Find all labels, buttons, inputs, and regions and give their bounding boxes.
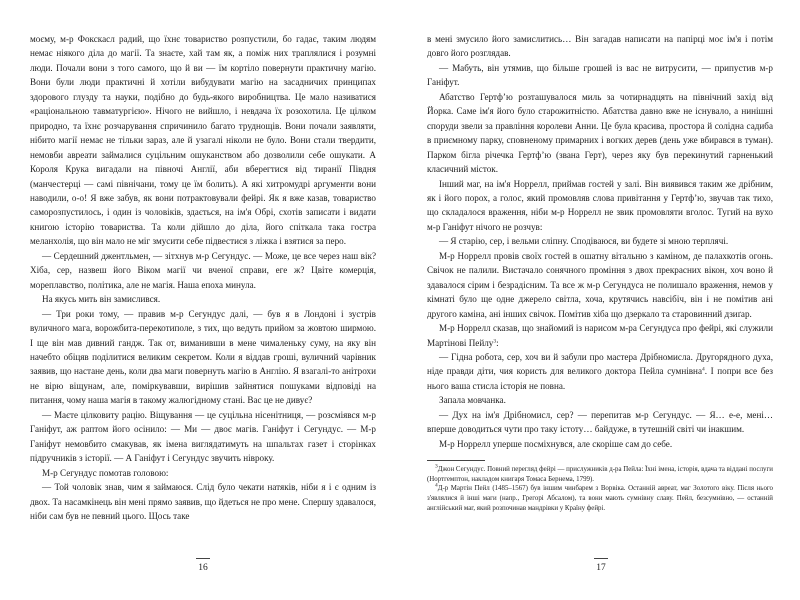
body-paragraph: Інший маг, на ім'я Норрелл, приймав гостей у залі. Він виявився таким же дрібним, як і його порох, а голос, який промовляв слова привітання у Гертфʼю, звучав так тихо, що складалося враження, ніби м-р Норрелл не звик промовляти вголос. Тугий на вухо м-р Ганіфут нічого не розчув:	[427, 178, 773, 232]
folio-rule	[594, 558, 608, 559]
footnote	[427, 484, 773, 513]
paragraph-text: — Гідна робота, сер, хоч ви й забули про мастера Дрібномисла. Другорядного духа, ніде правди діти, чия користь для великого доктора Пейла сумнівна	[427, 351, 773, 377]
left-page	[30, 32, 376, 523]
footnote-rule	[427, 460, 485, 461]
body-paragraph: На якусь мить він замислився.	[42, 294, 161, 305]
body-paragraph: — Сердешний джентльмен, — зітхнув м-р Сегундус. — Може, це все через наш вік? Хіба, сер, назвеш його Віком магії чи вченої справи, еге ж? Цвіте комерція, мореплавство, політика, але не магія. Наша епоха минула.	[30, 250, 376, 290]
body-paragraph: — Мабуть, він утямив, що більше грошей із вас не витрусити, — припустив м-р Ганіфут.	[427, 62, 773, 88]
body-paragraph: М-р Сегундус помотав головою:	[42, 467, 169, 478]
body-paragraph: в мені змусило його замислитись… Він загадав написати на папірці моє ім'я і потім довго його розглядав.	[427, 34, 773, 59]
page-number-right: 17	[596, 563, 606, 573]
body-paragraph: — Маєте цілковиту рацію. Віщування — це суцільна нісенітниця, — розсміявся м-р Ганіфут, аж раптом його осінило: — Ми — двоє магів. Ганіфут і Сегундус. — М-р Ганіфут немовбито смакував, як імена виглядатимуть на шпальтах газет і сторінках підручників з історії. — А Ганіфут і Сегундус звучить нівроку.	[30, 409, 376, 464]
footnote-reference: 3	[493, 338, 497, 345]
paragraph-text: М-р Норрелл сказав, що знайомий із нарисом м-ра Сегундуса про фейрі, які служили Мартінові Пейлу	[427, 323, 773, 348]
folio-rule	[196, 558, 210, 559]
footnote-marker: 3	[435, 463, 438, 470]
body-paragraph: — Три роки тому, — правив м-р Сегундус далі, — був я в Лондоні і зустрів вуличного мага, ворожбита-перекотиполе, з тих, що ведуть прийом за жовтою ширмою. І ще він мав дивний гандж. Так от, виманивши в мене чималеньку суму, на яку він начебто обіцяв поділитися великим секретом. Коли я віддав гроші, вуличний чарівник заявив, що настане день, коли два маги повернуть магію в Англію. Я взагалі-то анітрохи не вірю віщунам, але, поміркувавши, вирішив зайнятися пошуками відповіді на питання, чому наша магія в такому жалюгідному стані. Вас це не дивує?	[30, 308, 376, 406]
body-paragraph: моєму, м-р Фокскасл радий, що їхнє товариство розпустили, бо гадає, таким людям немає ніякого діла до магії. Та знаєте, хай там як, а поміж них траплялися і розумні люди. Почали вони з того самого, що й ви — їм кортіло повернути практичну магію. Вони були люди практичні й хотіли вибудувати магію на засадничих принципах здорового глузду та науки, подібно до будь-якого виробництва. Це мало називатися «раціональною тавматургією». Нічого не вийшло, і невдача їх розохотила. Це цілком природно, та їхнє розчарування спричинило багато труднощів. Вони почали заявляти, нібито магії немає не тільки зараз, але й узагалі ніколи не було. Вони стали твердити, немовби авреати займалися суцільним ошуканством або дозволили себе ошукати. А Короля Крука вигадали на півночі Англії, аби вберегтися від тиранії Півдня (манчестерці — самі північани, тому це їм болить). А які хитромудрі аргументи вони наводили, о-о! Я вже забув, як вони потрактовували фейрі. Як я вже казав, товариство саморозпустилось, і один із чоловіків, здається, на ім'я Обрі, схотів записати і видати книгою історію товариства. Та коли дійшло до діла, його спіткала така гостра меланхолія, що він мало не міг змусити себе підвестися з ліжка і взятися за перо.	[30, 34, 376, 247]
footnote-text: Д-р Мартін Пейл (1485–1567) був іншим чинбарем з Ворвіка. Останній авреат, маг Золотого віку. Після нього з'являлися й інші маги (напр., Грегорі Абсалом), та вони мають сумнівну славу. Пейл, безсумнівно, — останній англійський маг, який розпочинав мандрівки у Країну фейрі.	[427, 485, 773, 512]
paragraph-text: . І попри все без нього ваша стисла історія не повна.	[427, 366, 773, 391]
right-page	[427, 32, 773, 513]
footnote-marker: 4	[435, 482, 438, 489]
body-paragraph: — Той чоловік знав, чим я займаюся. Слід було чекати натяків, ніби я і є одним із двох. Та насамкінець він мені прямо заявив, що йдеться не про мене. Спершу здавалося, ніби сам був не певний цього. Щось таке	[30, 482, 376, 521]
body-paragraph: — Дух на ім'я Дрібномисл, сер? — перепитав м-р Сегундус. — Я… е-е, мені… вперше доводиться чути про таку істоту… байдуже, в тутешній світі чи інакшим.	[427, 409, 773, 435]
footnote	[427, 465, 773, 484]
body-paragraph: Запала мовчанка.	[439, 395, 506, 406]
body-paragraph: — Я старію, сер, і вельми сліпну. Сподіваюся, ви будете зі мною терплячі.	[439, 236, 729, 247]
body-paragraph: М-р Норрелл провів своїх гостей в ошатну вітальню з каміном, де палахкотів огонь. Свічок не палили. Вистачало сонячного проміння з двох прекрасних вікон, хоч воно й здавалося сірим і безрадісним. Та все ж м-р Сегундуса не полишало враження, немов у кімнаті було ще одне джерело світла, хоча, крутячись навсібіч, він і не помітив ані другого каміна, ані інших свічок. Помітив хіба що дзеркало та старовинний дзиґар.	[427, 250, 773, 319]
body-paragraph: М-р Норрелл сказав, що знайомий із нарисом м-ра Сегундуса про фейрі, які служили Мартінові Пейлу$^3$:	[427, 323, 773, 348]
footnote-text: Джон Сегундус. Повний перегляд фейрі — прислужників д-ра Пейла: Їхні імена, історія, вдача та віддані послуги (Нортгемптон, накладом книгаря Томаса Бернема, 1799).	[427, 466, 773, 483]
body-paragraph: Абатство Гертфʼю розташувалося миль за чотирнадцять на північний захід від Йорка. Саме ім'я його було старожитністю. Абатства давно вже не існувало, а нинішні споруди звели за правління королеви Анни. Це була красива, простора й солідна садиба в приємному парку, сповненому примарних і вогких дерев (день уже вбирався в туман). Парком бігла річечка Гертфʼю (звана Герт), через яку був перекинутий гарненький класичний місток.	[427, 91, 773, 175]
page-number-left: 16	[198, 563, 208, 573]
footnote-reference: 4	[702, 366, 705, 373]
body-paragraph: М-р Норрелл уперше посміхнувся, але скоріше сам до себе.	[439, 438, 673, 449]
body-paragraph	[427, 350, 773, 393]
